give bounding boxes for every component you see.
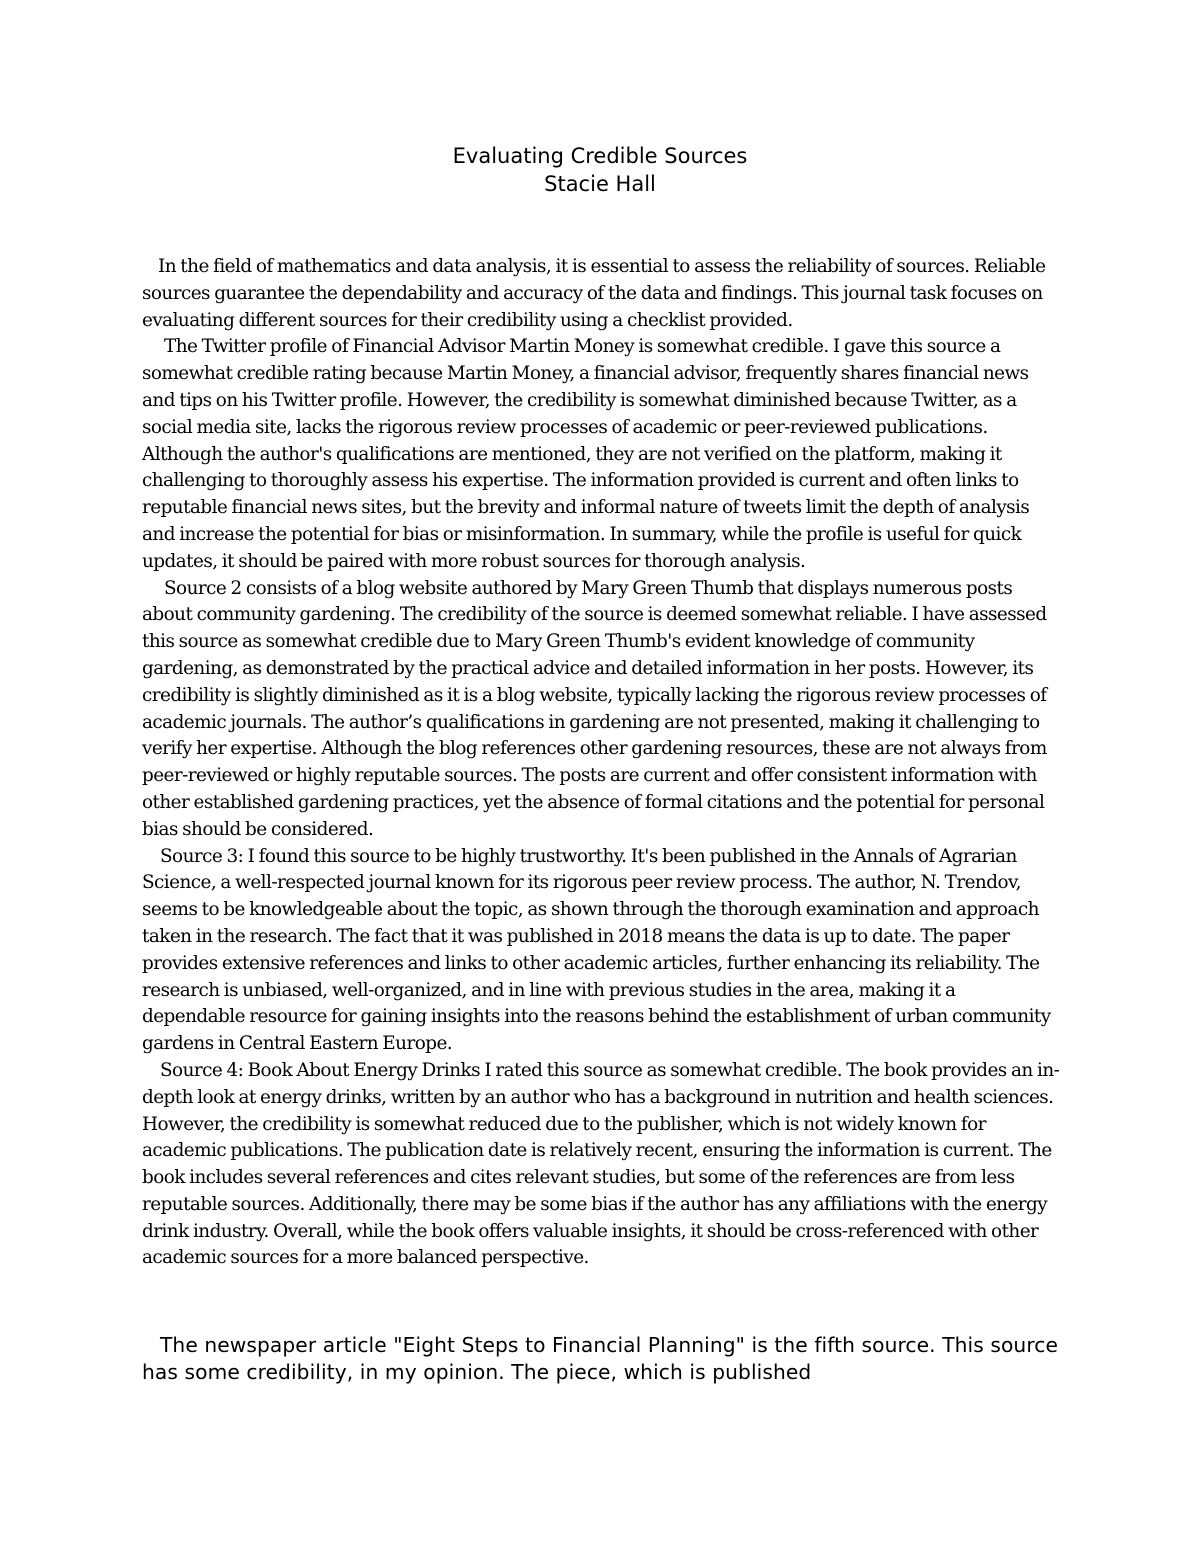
paragraph-intro: In the field of mathematics and data analysis, it is essential to assess the reliability of sources. Reliable sources guarantee the dependability and accuracy of the data and findings. This journal task focuses on evaluating different sources for their credibility using a checklist provided. bbox=[142, 256, 1046, 331]
paragraph-source-4: Source 4: Book About Energy Drinks I rated this source as somewhat credible. The book provides an in-depth look at energy drinks, written by an author who has a background in nutrition and health sciences. However, the credibility is somewhat reduced due to the publisher, which is not widely known for academic publications. The publication date is relatively recent, ensuring the information is current. The book includes several references and cites relevant studies, but some of the references are from less reputable sources. Additionally, there may be some bias if the author has any affiliations with the energy drink industry. Overall, while the book offers valuable insights, it should be cross-referenced with other academic sources for a more balanced perspective. bbox=[142, 1059, 1060, 1269]
document-body bbox=[142, 254, 1062, 1272]
document-author: Stacie Hall bbox=[544, 172, 656, 196]
paragraph-source-3: Source 3: I found this source to be highly trustworthy. It's been published in the Annals of Agrarian Science, a well-respected journal known for its rigorous peer review process. The author, N. Trendov, seems to be knowledgeable about the topic, as shown through the thorough examination and approach taken in the research. The fact that it was published in 2018 means the data is up to date. The paper provides extensive references and links to other academic articles, further enhancing its reliability. The research is unbiased, well-organized, and in line with previous studies in the area, making it a dependable resource for gaining insights into the reasons behind the establishment of urban community gardens in Central Eastern Europe. bbox=[142, 845, 1051, 1055]
title-block bbox=[0, 142, 1200, 198]
document-title: Evaluating Credible Sources bbox=[452, 144, 748, 168]
paragraph-source-5: The newspaper article "Eight Steps to Financial Planning" is the fifth source. This source has some credibility, in my opinion. The piece, which is published bbox=[142, 1333, 1058, 1384]
paragraph-source-1: The Twitter profile of Financial Advisor Martin Money is somewhat credible. I gave this source a somewhat credible rating because Martin Money, a financial advisor, frequently shares financial news and tips on his Twitter profile. However, the credibility is somewhat diminished because Twitter, as a social media site, lacks the rigorous review processes of academic or peer-reviewed publications. Although the author's qualifications are mentioned, they are not verified on the platform, making it challenging to thoroughly assess his expertise. The information provided is current and often links to reputable financial news sites, but the brevity and informal nature of tweets limit the depth of analysis and increase the potential for bias or misinformation. In summary, while the profile is useful for quick updates, it should be paired with more robust sources for thorough analysis. bbox=[142, 336, 1030, 572]
paragraph-source-2: Source 2 consists of a blog website authored by Mary Green Thumb that displays numerous posts about community gardening. The credibility of the source is deemed somewhat reliable. I have assessed this source as somewhat credible due to Mary Green Thumb's evident knowledge of community gardening, as demonstrated by the practical advice and detailed information in her posts. However, its credibility is slightly diminished as it is a blog website, typically lacking the rigorous review processes of academic journals. The author’s qualifications in gardening are not presented, making it challenging to verify her expertise. Although the blog references other gardening resources, these are not always from peer-reviewed or highly reputable sources. The posts are current and offer consistent information with other established gardening practices, yet the absence of formal citations and the potential for personal bias should be considered. bbox=[142, 577, 1047, 840]
